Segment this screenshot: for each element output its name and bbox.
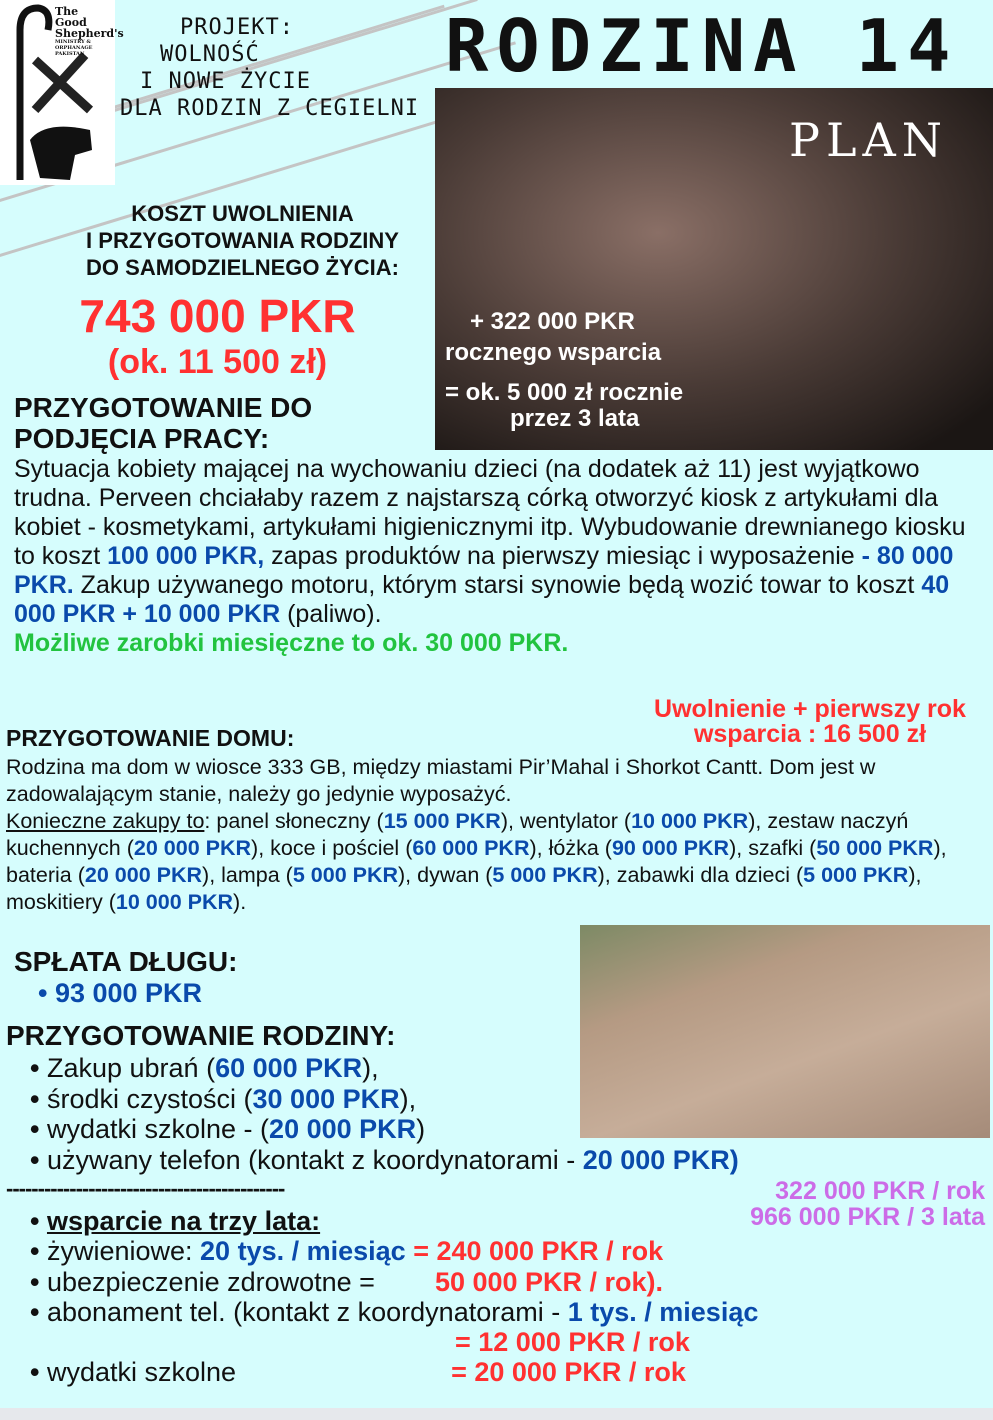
home-item: bateria (20 000 PKR), <box>6 863 222 887</box>
item-label: lampa <box>221 863 280 887</box>
label: abonament tel. (kontakt z koordynatorami - <box>46 1296 568 1327</box>
home-item: koce i pościel (60 000 PKR), <box>270 836 549 860</box>
total: = 240 000 PKR / rok <box>413 1236 664 1267</box>
item-price: 10 000 PKR <box>115 890 234 914</box>
item-text: ) <box>416 1114 426 1144</box>
overlay-years: przez 3 lata <box>510 405 640 432</box>
support-school: • wydatki szkolne = 20 000 PKR / rok <box>30 1357 686 1388</box>
amount: 40 000 PKR + 10 000 PKR <box>14 571 950 628</box>
total: = 20 000 PKR / rok <box>451 1357 686 1388</box>
item-label: dywan <box>417 863 480 887</box>
total-per-year: 322 000 PKR / rok <box>775 1177 985 1205</box>
amount: 100 000 PKR, <box>107 542 265 570</box>
home-item: moskitiery (10 000 PKR). <box>6 890 247 914</box>
project-line: PROJEKT: <box>180 15 294 40</box>
home-heading: PRZYGOTOWANIE DOMU: <box>6 725 295 751</box>
home-item: łóżka (90 000 PKR), <box>548 836 749 860</box>
work-paragraph <box>14 455 989 658</box>
cost-heading-line: I PRZYGOTOWANIA RODZINY <box>86 228 399 253</box>
item-text: wydatki szkolne - ( <box>46 1114 270 1144</box>
cost-pkr: 743 000 PKR <box>79 290 356 342</box>
total: 50 000 PKR / rok). <box>434 1266 664 1297</box>
bottom-bar <box>0 1408 993 1420</box>
item-label: wentylator <box>519 809 618 833</box>
needed-label: Konieczne zakupy to <box>6 809 205 833</box>
item-text: Zakup ubrań ( <box>46 1053 216 1083</box>
item-price: 50 000 PKR <box>816 836 934 860</box>
item-label: zestaw naczyń kuchennych <box>6 809 909 860</box>
amount: 20 tys. / miesiąc <box>200 1236 406 1267</box>
item-text: ), <box>399 1083 417 1114</box>
total-3-years: 966 000 PKR / 3 lata <box>750 1203 985 1231</box>
work-text: Zakup używanego motoru, którym starsi synowie będą wozić towar to koszt <box>73 571 922 599</box>
home-item: szafki (50 000 PKR), <box>748 836 947 860</box>
first-year-line: wsparcia : 16 500 zł <box>693 720 927 748</box>
logo-line3: MINISTRY & ORPHANAGE PAKISTAN <box>55 39 93 57</box>
cost-pln: (ok. 11 500 zł) <box>107 343 328 381</box>
overlay-support: rocznego wsparcia <box>445 339 662 366</box>
item-label: bateria <box>6 863 78 887</box>
item-price: 60 000 PKR <box>412 836 530 860</box>
item-text: środki czystości ( <box>46 1083 253 1114</box>
work-text: Sytuacja kobiety mającej na wychowaniu dzieci (na dodatek aż 11) jest wyjątkowo trudna. Perveen chciałaby razem z najstarszą córką otworzyć kiosk z artykułami dla kobiet - kosmetykami, artykułami higienicznymi itp. Wybudowanie drewnianego kiosku to koszt <box>14 455 966 570</box>
item-price: 20 000 PKR <box>269 1114 417 1144</box>
logo <box>0 0 124 185</box>
divider: -------------------------------------------- <box>6 1176 285 1201</box>
amount: 1 tys. / miesiąc <box>567 1296 759 1327</box>
project-line: I NOWE ŻYCIE <box>140 69 311 94</box>
cost-heading-line: KOSZT UWOLNIENIA <box>131 201 354 226</box>
overlay-annual: + 322 000 PKR <box>470 308 635 335</box>
debt-value: 93 000 PKR <box>54 978 203 1008</box>
earnings: Możliwe zarobki miesięczne to ok. 30 000 PKR. <box>14 629 569 657</box>
item-price: 10 000 PKR <box>631 809 749 833</box>
home-item: dywan (5 000 PKR), <box>417 863 617 887</box>
home-item: zabawki dla dzieci (5 000 PKR), <box>616 863 922 887</box>
totals <box>750 1178 985 1230</box>
work-text: (paliwo). <box>280 600 382 628</box>
work-heading: PRZYGOTOWANIE DO PODJĘCIA PRACY: <box>14 392 313 454</box>
item-price: 90 000 PKR <box>611 836 730 860</box>
project-title <box>120 14 419 122</box>
support-block <box>30 1206 930 1388</box>
support-food: • żywieniowe: 20 tys. / miesiąc = 240 000 PKR / rok <box>30 1236 664 1267</box>
family-photo <box>435 88 993 450</box>
item-price: 30 000 PKR <box>252 1083 400 1114</box>
family-item <box>30 1114 739 1145</box>
family-item <box>30 1053 739 1084</box>
work-text: zapas produktów na pierwszy miesiąc i wyposażenie <box>264 542 862 570</box>
home-item: lampa (5 000 PKR), <box>221 863 418 887</box>
family-heading: PRZYGOTOWANIE RODZINY: <box>6 1020 396 1051</box>
item-price: 15 000 PKR <box>383 809 501 833</box>
support-heading: • wsparcie na trzy lata: <box>30 1206 321 1236</box>
item-text: ), <box>362 1053 379 1083</box>
family-item <box>30 1084 739 1115</box>
support-heading-text: wsparcie na trzy lata: <box>46 1206 321 1236</box>
item-price: 20 000 PKR <box>84 863 203 887</box>
item-label: koce i pościel <box>270 836 400 860</box>
amount: - 80 000 PKR. <box>14 542 954 599</box>
support-health: • ubezpieczenie zdrowotne = 50 000 PKR / rok). <box>30 1266 664 1297</box>
first-year-line: Uwolnienie + pierwszy rok <box>654 695 966 723</box>
item-price: 20 000 PKR) <box>582 1144 739 1175</box>
item-label: moskitiery <box>6 890 103 914</box>
project-line: DLA RODZIN Z CEGIELNI <box>120 96 420 121</box>
home-item: panel słoneczny (15 000 PKR), <box>216 809 520 833</box>
item-price: 5 000 PKR <box>292 863 399 887</box>
debt-heading: SPŁATA DŁUGU: <box>14 946 238 977</box>
total: = 12 000 PKR / rok <box>455 1327 690 1358</box>
home-intro: Rodzina ma dom w wiosce 333 GB, między miastami Pir’Mahal i Shorkot Cantt. Dom jest w zadowalającym stanie, należy go jedynie wyposażyć. <box>6 755 876 806</box>
family-list <box>30 1053 739 1175</box>
first-year-total <box>630 697 990 747</box>
debt-amount: • 93 000 PKR <box>38 978 203 1008</box>
cost-heading-line: DO SAMODZIELNEGO ŻYCIA: <box>86 255 399 280</box>
project-line: WOLNOŚĆ <box>160 42 260 67</box>
label: ubezpieczenie zdrowotne = <box>46 1266 375 1297</box>
logo-line2: Shepherd's <box>55 27 124 40</box>
item-label: zabawki dla dzieci <box>616 863 796 887</box>
item-label: szafki <box>748 836 804 860</box>
cost-heading <box>50 200 435 281</box>
logo-line1: The Good <box>55 5 87 29</box>
home-item: wentylator (10 000 PKR), <box>519 809 768 833</box>
label: żywieniowe: <box>46 1236 201 1267</box>
item-price: 20 000 PKR <box>133 836 252 860</box>
page-title: RODZINA 14 <box>445 4 959 88</box>
family-item <box>30 1145 739 1176</box>
item-price: 5 000 PKR <box>492 863 598 887</box>
overlay-pln: = ok. 5 000 zł rocznie <box>445 379 684 406</box>
support-phone: • abonament tel. (kontakt z koordynatorami - 1 tys. / miesiąc = 12 000 PKR / rok <box>30 1296 759 1358</box>
item-price: 60 000 PKR <box>215 1053 363 1083</box>
item-label: łóżka <box>548 836 599 860</box>
plan-label: PLAN <box>789 113 948 167</box>
item-text: używany telefon (kontakt z koordynatorami - <box>46 1144 583 1175</box>
home-paragraph: Rodzina ma dom w wiosce 333 GB, między miastami Pir’Mahal i Shorkot Cantt. Dom jest w zadowalającym stanie, należy go jedynie wyposażyć. Konieczne zakupy to: panel słoneczny (15 000 PKR), wentylator (10 000 PKR), zestaw naczyń kuchennych (20 000 PKR), koce i pościel (60 000 PKR), łóżka (90 000 PKR), szafki (50 000 PKR), bateria (20 000 PKR), lampa (5 000 PKR), dywan (5 000 PKR), zabawki dla dzieci (5 000 PKR), moskitiery (10 000 PKR). <box>6 755 947 914</box>
item-price: 5 000 PKR <box>803 863 909 887</box>
item-label: panel słoneczny <box>216 809 371 833</box>
label: wydatki szkolne <box>46 1357 237 1388</box>
home-item: zestaw naczyń kuchennych (20 000 PKR), <box>6 809 909 860</box>
